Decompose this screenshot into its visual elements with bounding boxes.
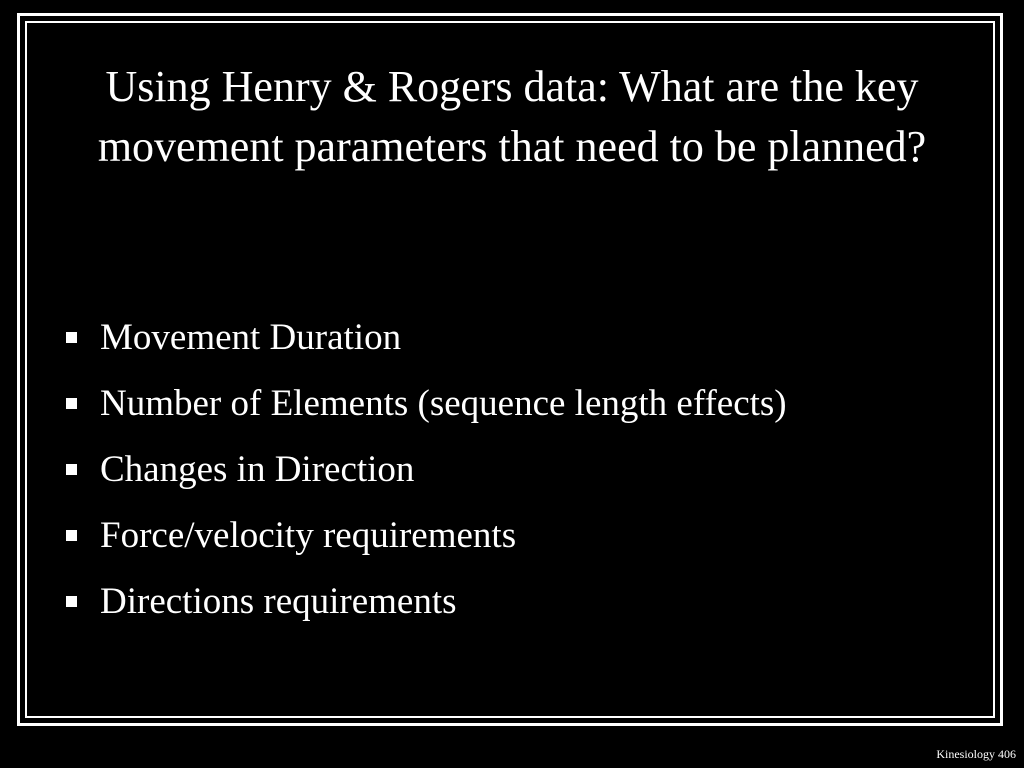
- slide-title: Using Henry & Rogers data: What are the key movement parameters that need to be planned?: [97, 62, 927, 171]
- square-bullet-icon: [66, 530, 77, 541]
- square-bullet-icon: [66, 398, 77, 409]
- bullet-text: Number of Elements (sequence length effects): [100, 382, 787, 424]
- bullet-text: Directions requirements: [100, 580, 457, 622]
- bullet-item: [62, 436, 982, 502]
- bullet-item: [62, 304, 982, 370]
- bullet-item: [62, 568, 982, 634]
- bullet-list: [62, 304, 982, 634]
- bullet-text: Force/velocity requirements: [100, 514, 517, 556]
- square-bullet-icon: [66, 596, 77, 607]
- bullet-text: Movement Duration: [100, 316, 402, 358]
- square-bullet-icon: [66, 332, 77, 343]
- bullet-text: Changes in Direction: [100, 448, 415, 490]
- footer-course-label: Kinesiology 406: [936, 747, 1016, 761]
- bullet-item: [62, 370, 982, 436]
- square-bullet-icon: [66, 464, 77, 475]
- bullet-item: [62, 502, 982, 568]
